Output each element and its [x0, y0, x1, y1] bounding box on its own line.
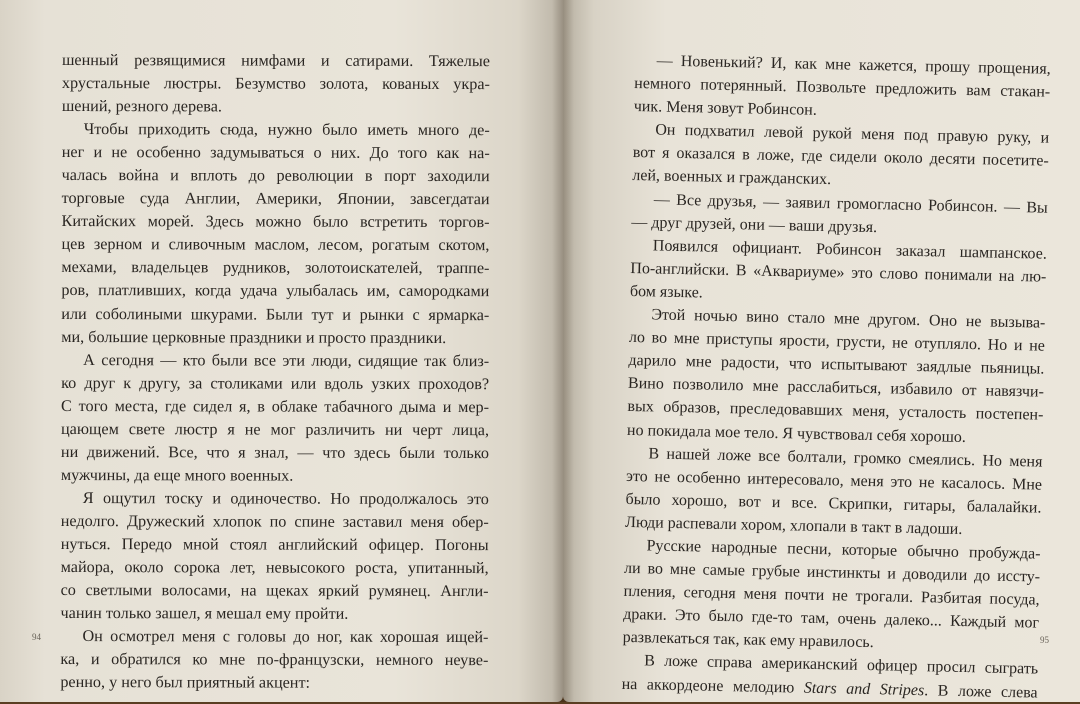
text-line: Он подхватил левой рукой меня под правую руку, и [655, 121, 1050, 147]
text-line: ли во мне самые грубые инстинкты и доводили до иссту- [623, 559, 1041, 586]
text-line: недолго. Дружеский хлопок по спине заставил меня обер- [60, 511, 489, 532]
text-line: развлекаться так, как ему нравилось. [622, 629, 874, 652]
left-page-text [60, 49, 490, 695]
text-line: вот я оказался в ложе, где сидели около десяти посетите- [632, 144, 1049, 171]
text-line: со светлыми волосами, на щеках яркий румянец. Англи- [60, 581, 489, 601]
book-gutter [552, 0, 574, 702]
text-line: — Все друзья, — заявил громогласно Робинсон. — Вы [653, 190, 1048, 217]
text-line: ло во мне приступы ярости, грусти, не отупляло. Но и не [628, 329, 1046, 355]
text-segment: . В ложе слева [924, 681, 1038, 702]
text-line: цающем свете люстр я не мог различить ни черт лица, [60, 419, 490, 439]
text-line: — друг друзей, они — ваши друзья. [631, 213, 878, 236]
text-line: вых образов, преследовавших меня, усталость постепен- [627, 398, 1044, 425]
text-line: немного потерянный. Позвольте предложить вам стакан- [634, 75, 1051, 101]
text-line: дарило мне радости, что испытывают заядлые пьяницы. [628, 352, 1045, 378]
right-page-number: 95 [1040, 635, 1049, 645]
text-line: мужчины, да еще много военных. [60, 465, 294, 485]
text-line: чанин только зашел, я мешал ему пройти. [60, 604, 349, 623]
text-line: драки. Это было где-то там, очень далеко... Каждый мог [622, 606, 1040, 632]
text-line: В нашей ложе все болтали, громко смеялись. Но меня [648, 444, 1043, 471]
text-line: С того места, где сидел я, в облаке табачного дыма и мер- [61, 396, 490, 416]
text-line: Он осмотрел меня с головы до ног, как хорошая ищей- [82, 627, 489, 647]
text-line: хрустальные люстры. Безумство золота, кованых укра- [61, 74, 490, 94]
text-line: Люди распевали хором, хлопали в такт в ладоши. [624, 513, 963, 538]
text-line: чик. Меня зовут Робинсон. [633, 98, 818, 120]
text-line: цев зерном и сливочным маслом, лесом, рогатым скотом, [61, 235, 490, 255]
text-line: ров, платливших, когда удача улыбалась им, самородками [61, 281, 490, 301]
text-line: было хорошо, вот и все. Скрипки, гитары, балалайки. [625, 490, 1042, 517]
text-line: мехами, владельцев рудников, золотоискателей, траппе- [61, 258, 490, 278]
text-line: ни движений. Все, что я знал, — что здесь были только [60, 442, 489, 462]
text-line: нег и не особенно задумываться о них. До того как на- [61, 143, 490, 163]
text-line: ми, большие церковные праздники и просто праздники. [61, 327, 447, 347]
right-page-text [621, 49, 1050, 704]
text-line: шений, резного дерева. [61, 97, 222, 116]
text-line: или соболиными шкурами. Были тут и рынки с ярмарка- [61, 304, 490, 324]
text-line: торговые суда Англии, Америки, Японии, завсегдатаи [61, 189, 490, 209]
text-line: чалась война и вплоть до революции в порт заходили [61, 166, 490, 186]
text-line: майора, около сорока лет, невысокого роста, упитанный, [60, 558, 489, 578]
text-line: бом языке. [629, 282, 703, 302]
text-line: но покидала мое тело. Я чувствовал себя хорошо. [626, 421, 967, 446]
text-line: Я ощутил тоску и одиночество. Но продолжалось это [82, 488, 489, 509]
italic-title: Stars and Stripes [803, 679, 925, 699]
text-line: Этой ночью вино стало мне другом. Оно не вызыва- [651, 306, 1046, 332]
text-line: лей, военных и гражданских. [632, 167, 832, 189]
text-line: — Новенький? И, как мне кажется, прошу прощения, [656, 52, 1051, 78]
text-segment: на аккордеоне мелодию [621, 675, 805, 697]
right-page [563, 0, 1080, 702]
left-page-number: 94 [32, 632, 41, 642]
text-line: нуться. Передо мной стоял английский офицер. Погоны [60, 534, 489, 555]
text-line: Китайских морей. Здесь можно было встретить торгов- [61, 212, 490, 232]
text-line: Русские народные песни, которые обычно пробужда- [646, 537, 1041, 563]
text-line: Появился официант. Робинсон заказал шампанское. [652, 237, 1047, 263]
text-line: Вино позволило мне расслабиться, избавило от навязчи- [627, 375, 1045, 401]
text-line: ко друг к другу, за столиками или вдоль узких проходов? [61, 373, 490, 393]
text-line: ренно, у него был приятный акцент: [60, 673, 311, 692]
text-line: По-английски. В «Аквариуме» это слово понимали на лю- [630, 259, 1047, 286]
text-line: это не особенно интересовало, меня это не касалось. Мне [625, 467, 1043, 494]
text-line: пления, сегодня меня почти не трогали. Разбитая посуда, [623, 583, 1040, 609]
text-line: ка, и обратился ко мне по-французски, немного неуве- [60, 650, 489, 670]
text-line: В ложе справа американский офицер просил сыграть [644, 652, 1039, 679]
text-line: шенный резвящимися нимфами и сатирами. Тяжелые [61, 50, 490, 71]
text-line: А сегодня — кто были все эти люди, сидящие так близ- [83, 350, 490, 370]
text-line: Чтобы приходить сюда, нужно было иметь много де- [83, 120, 490, 140]
